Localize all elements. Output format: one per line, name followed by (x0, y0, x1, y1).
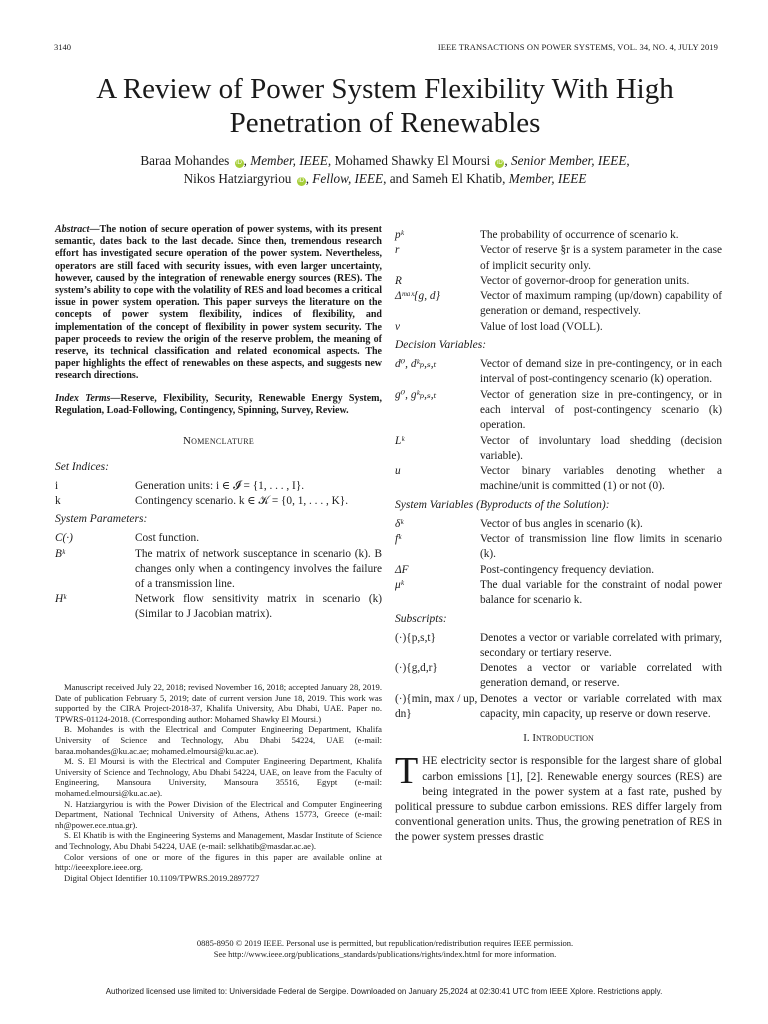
system-vars-list (395, 517, 722, 609)
nomenclature-row (395, 434, 722, 465)
nomenclature-row (55, 494, 382, 509)
right-column (395, 228, 722, 846)
nomenclature-symbol: k (55, 495, 61, 508)
nomenclature-row (395, 517, 722, 532)
nomenclature-description: The matrix of network susceptance in scenario (k). B changes only when a contingency involves the failure of a transmission line. (135, 547, 382, 591)
nomenclature-symbol: g⁰, gᵏₚ,ₛ,ₜ (395, 388, 437, 401)
index-terms: Index Terms—Reserve, Flexibility, Security, Renewable Energy System, Regulation, Load-Following, Contingency, Spinning, Survey, Review. (55, 392, 382, 416)
footnotes (55, 682, 382, 883)
nomenclature-symbol: Hᵏ (55, 593, 67, 606)
nomenclature-symbol: ΔF (395, 563, 409, 576)
right-params-list (395, 228, 722, 335)
nomenclature-row (395, 289, 722, 320)
nomenclature-row (395, 274, 722, 289)
introduction-heading: I. Introduction (523, 732, 594, 745)
author-name: Nikos Hatziargyriou (183, 171, 292, 186)
decision-vars-list (395, 357, 722, 495)
nomenclature-description: Denotes a vector or variable correlated with max capacity, min capacity, up reserve or down reserve. (480, 692, 722, 721)
author-role: Member, IEEE (508, 171, 587, 186)
author-name: Mohamed Shawky El Moursi (334, 153, 491, 168)
nomenclature-description: Vector of transmission line flow limits in scenario (k). (480, 533, 722, 561)
footnote: Manuscript received July 22, 2018; revised November 16, 2018; accepted January 28, 2019. Date of publication February 5, 2019; date of current version June 18, 2019. This work was supported by the CIRA Project-2018-37, Khalifa University, Abu Dhabi, UAE. Paper no. TPWRS-01124-2018. (Corresponding author: Mohamed Shawky El Moursi.) (55, 682, 382, 724)
set-indices-list (55, 479, 382, 509)
footnote: Digital Object Identifier 10.1109/TPWRS.2019.2897727 (64, 872, 260, 883)
footnote: N. Hatziargyriou is with the Power Division of the Electrical and Computer Engineering Department, National Technical University of Athens, Athens 15773, Greece (e-mail: nh@power.ece.ntua.gr). (55, 798, 382, 830)
nomenclature-symbol: Lᵏ (395, 434, 405, 447)
author-role: Fellow, IEEE (312, 171, 384, 186)
nomenclature-description: Cost function. (135, 532, 200, 545)
nomenclature-row (55, 531, 382, 546)
copyright-line: 0885-8950 © 2019 IEEE. Personal use is permitted, but republication/redistribution requires IEEE permission. (196, 938, 574, 948)
nomenclature-symbol: (·){p,s,t} (395, 631, 436, 644)
nomenclature-symbol: fᵏ (395, 533, 402, 546)
nomenclature-row (395, 661, 722, 692)
nomenclature-description: Denotes a vector or variable correlated with primary, secondary or tertiary reserve. (480, 631, 722, 659)
nomenclature-symbol: Bᵏ (55, 547, 66, 560)
nomenclature-description: Vector of involuntary load shedding (decision variable). (480, 434, 722, 462)
abstract: Abstract—The notion of secure operation of power systems, with its present semantic, dates back to the last decade. Since then, tremendous research effort has investigated secure operation of the power system. Nevertheless, operators are still faced with security issues, with even larger uncertainty, however, caused by the integration of renewable energy sources (RES). The system’s ability to cope with the volatility of RES and load becomes a critical issue in power system operation. This paper surveys the literature on the concepts of power system flexibility, indices of flexibility, and implementation of the concept of flexibility in power system security. The paper proceeds to review the origin of the reserve problem, the meaning of reserve, its technical classification and related economical aspects. The paper highlights the effect of renewables on these aspects, and suggests new research directions. (55, 224, 382, 382)
nomenclature-row (395, 357, 722, 388)
left-column (55, 224, 382, 623)
set-indices-heading: Set Indices: (55, 461, 109, 474)
nomenclature-row (395, 563, 722, 578)
decision-vars-heading: Decision Variables: (395, 339, 487, 352)
orcid-icon[interactable]: iD (298, 178, 305, 184)
footnote: Color versions of one or more of the figures in this paper are available online at http://ieeexplore.ieee.org. (55, 851, 382, 873)
nomenclature-symbol: C(·) (55, 532, 73, 545)
introduction-body: THE electricity sector is responsible for the largest share of global carbon emissions [1], [2]. Renewable energy sources (RES) are being integrated in the power system at a fast rate, pushed by political pressure to subdue carbon emissions. RES differ largely from conventional generation units. Thus, the growing penetration of RES in the power system presses drastic (395, 750, 722, 844)
license-notice: Authorized licensed use limited to: Universidade Federal de Sergipe. Downloaded on January 25,2024 at 02:30:41 UTC from IEEE Xplore. Restrictions apply. (105, 987, 663, 996)
footnote: S. El Khatib is with the Engineering Systems and Management, Masdar Institute of Science and Technology, Abu Dhabi 54224, UAE (e-mail: selkhatib@masdar.ac.ae). (55, 830, 382, 851)
running-head: IEEE TRANSACTIONS ON POWER SYSTEMS, VOL. 34, NO. 4, JULY 2019 (437, 42, 718, 52)
nomenclature-row (395, 320, 722, 335)
footnote: B. Mohandes is with the Electrical and Computer Engineering Department, Khalifa University of Science and Technology, Abu Dhabi 54224, UAE (e-mail: baraa.mohandes@ku.ac.ae; mohamed.elmoursi@ku.ac.ae). (55, 724, 382, 756)
author-role: Member, IEEE (250, 153, 328, 168)
drop-cap: T (395, 750, 419, 793)
copyright-notice (60, 938, 710, 960)
copyright-link[interactable]: See http://www.ieee.org/publications_standards/publications/rights/index.html for more information. (213, 949, 557, 959)
nomenclature-symbol: r (395, 244, 400, 257)
subscripts-heading: Subscripts: (395, 612, 447, 625)
system-vars-heading: System Variables (Byproducts of the Solution): (395, 498, 610, 511)
nomenclature-description: Value of lost load (VOLL). (480, 320, 603, 333)
nomenclature-symbol: R (395, 274, 402, 287)
system-params-heading: System Parameters: (55, 513, 148, 526)
nomenclature-description: Denotes a vector or variable correlated with generation demand, or reserve. (480, 662, 722, 690)
nomenclature-row (395, 243, 722, 274)
paper-title: A Review of Power System Flexibility With High Penetration of Renewables (96, 73, 674, 139)
nomenclature-description: Post-contingency frequency deviation. (480, 563, 655, 576)
nomenclature-symbol: i (55, 480, 59, 493)
author-name: Baraa Mohandes (140, 153, 230, 168)
author-role: Senior Member, IEEE (511, 153, 627, 168)
nomenclature-symbol: μᵏ (395, 578, 404, 591)
nomenclature-description: Vector of reserve §r is a system parameter in the case of implicit security only. (480, 244, 722, 272)
nomenclature-row (55, 547, 382, 593)
nomenclature-row (55, 592, 382, 622)
nomenclature-description: Vector of maximum ramping (up/down) capability of generation or demand, respectively. (480, 290, 722, 318)
nomenclature-symbol: (·){g,d,r} (395, 662, 438, 675)
nomenclature-symbol: v (395, 320, 401, 333)
nomenclature-symbol: u (395, 465, 401, 478)
nomenclature-row (395, 228, 722, 243)
nomenclature-description: Vector of governor-droop for generation units. (480, 274, 690, 287)
footnote: M. S. El Moursi is with the Electrical and Computer Engineering Department, Khalifa University of Science and Technology, Abu Dhabi 54224, UAE, on leave from the Faculty of Engineering, Mansoura University, Mansoura 35516, Egypt (e-mail: mohamed.elmoursi@ku.ac.ae). (55, 756, 382, 798)
nomenclature-description: Generation units: i ∈ 𝓘 = {1, . . . , I}. (135, 480, 305, 493)
nomenclature-description: The probability of occurrence of scenario k. (480, 229, 679, 241)
nomenclature-description: Vector binary variables denoting whether a machine/unit is committed (1) or not (0). (480, 465, 722, 493)
nomenclature-row (395, 692, 722, 723)
nomenclature-row (395, 388, 722, 434)
orcid-icon[interactable]: iD (236, 160, 242, 166)
nomenclature-symbol: δᵏ (395, 517, 404, 530)
nomenclature-row (395, 532, 722, 563)
nomenclature-description: Network flow sensitivity matrix in scenario (k) (Similar to J Jacobian matrix). (135, 593, 382, 621)
nomenclature-row (395, 578, 722, 609)
nomenclature-row (395, 464, 722, 495)
author-list: Baraa Mohandes iD , Member, IEEE, Mohamed Shawky El Moursi iD , Senior Member, IEEE, Nikos Hatziargyriou iD , Fellow, IEEE, and Sameh El Khatib, Member, IEEE (140, 153, 630, 186)
nomenclature-description: The dual variable for the constraint of nodal power balance for scenario k. (480, 578, 722, 607)
nomenclature-heading: Nomenclature (182, 435, 255, 448)
author-name: Sameh El Khatib (412, 171, 503, 186)
nomenclature-symbol: d⁰, dᵏₚ,ₛ,ₜ (395, 358, 437, 371)
nomenclature-symbol: pᵏ (395, 229, 404, 241)
system-params-list (55, 531, 382, 622)
subscripts-list (395, 631, 722, 723)
nomenclature-symbol: (·){min, max / up, dn} (395, 692, 478, 721)
nomenclature-row (395, 631, 722, 662)
nomenclature-description: Vector of bus angles in scenario (k). (480, 517, 643, 530)
page-number: 3140 (54, 42, 71, 52)
nomenclature-row (55, 479, 382, 494)
nomenclature-symbol: Δᵐᵃˣ{g, d} (395, 290, 441, 303)
nomenclature-description: Vector of demand size in pre-contingency, or in each interval of post-contingency scenario (k) operation. (480, 358, 722, 386)
nomenclature-description: Contingency scenario. k ∈ 𝒦 = {0, 1, . . . , K}. (135, 495, 349, 508)
orcid-icon[interactable]: iD (497, 160, 503, 166)
nomenclature-description: Vector of generation size in pre-contingency, or in each interval of post-contingency scenario (k) operation. (480, 388, 722, 432)
